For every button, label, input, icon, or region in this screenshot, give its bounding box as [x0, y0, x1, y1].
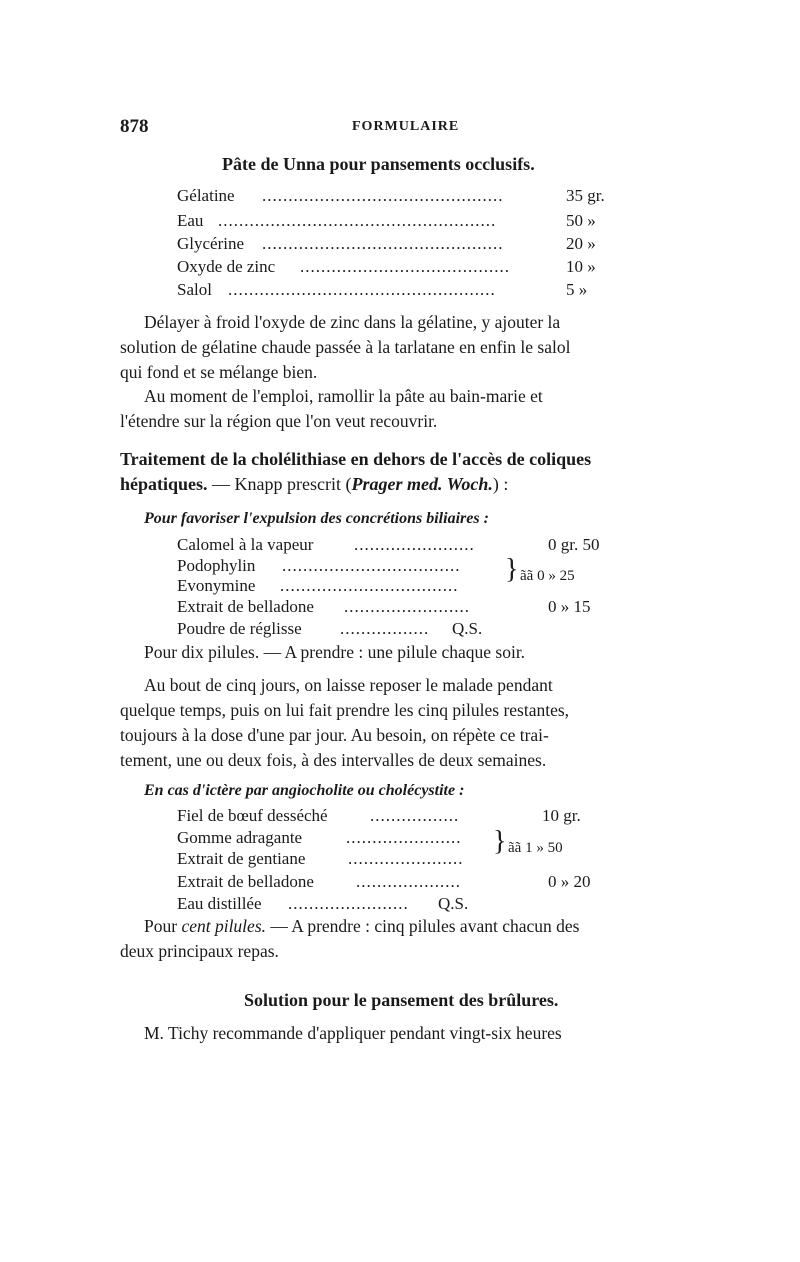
leader-dots: ........................................	[300, 257, 510, 276]
ingredient-name: Eau distillée	[177, 894, 262, 913]
paragraph-line: deux principaux repas.	[120, 941, 279, 961]
ingredient-dose: 35 gr.	[566, 186, 605, 205]
leader-dots: ..............................................	[262, 234, 504, 253]
ingredient-name: Fiel de bœuf desséché	[177, 806, 328, 825]
ingredient-name: Poudre de réglisse	[177, 619, 302, 638]
ingredient-name: Salol	[177, 280, 212, 299]
ingredient-dose: ãã 1 » 50	[508, 840, 563, 856]
ingredient-name: Gomme adragante	[177, 828, 303, 847]
leader-dots: ........................	[344, 597, 470, 616]
ingredient-name: Extrait de gentiane	[177, 849, 306, 868]
title-end: ) :	[492, 474, 509, 494]
page-header	[120, 116, 682, 140]
section-title-brulures: Solution pour le pansement des brûlures.	[244, 990, 559, 1010]
journal-name: Prager med. Woch.	[351, 474, 493, 494]
leader-dots: .......................	[354, 535, 475, 554]
section-title-unna: Pâte de Unna pour pansements occlusifs.	[222, 154, 535, 174]
ingredient-dose: 0 » 20	[548, 872, 591, 891]
italic-text: cent pilules.	[181, 916, 266, 936]
brace: }	[505, 554, 519, 585]
dosage-instruction: Pour dix pilules. — A prendre : une pilule chaque soir.	[144, 642, 526, 662]
paragraph-line: quelque temps, puis on lui fait prendre les cinq pilules restantes,	[120, 700, 570, 720]
leader-dots: .................	[370, 806, 460, 825]
ingredient-name: Glycérine	[177, 234, 245, 253]
ingredient-dose: 20 »	[566, 234, 596, 253]
leader-dots: ......................	[348, 849, 464, 868]
ingredient-name: Evonymine	[177, 576, 256, 595]
ingredient-name: Extrait de belladone	[177, 872, 314, 891]
paragraph-line: Au moment de l'emploi, ramollir la pâte au bain-marie et	[144, 386, 543, 406]
leader-dots: ......................	[346, 828, 462, 847]
subheading-ictere: En cas d'ictère par angiocholite ou cholécystite :	[144, 782, 465, 799]
ingredient-dose: 0 gr. 50	[548, 535, 600, 554]
leader-dots: .....................................................	[218, 211, 497, 230]
paragraph-line: l'étendre sur la région que l'on veut recouvrir.	[120, 411, 438, 431]
leader-dots: ..................................	[282, 556, 461, 575]
ingredient-dose: 10 »	[566, 257, 596, 276]
section-title-cholelithiase: Traitement de la cholélithiase en dehors de l'accès de coliques	[120, 449, 592, 469]
leader-dots: ..................................	[280, 576, 459, 595]
page-number: 878	[120, 116, 149, 137]
leader-dots: ....................	[356, 872, 461, 891]
ingredient-name: Oxyde de zinc	[177, 257, 276, 276]
ingredient-name: Extrait de belladone	[177, 597, 314, 616]
leader-dots: .................	[340, 619, 430, 638]
section-title-line2	[120, 474, 508, 495]
ingredient-dose: 0 » 15	[548, 597, 591, 616]
text: Pour	[144, 916, 182, 936]
ingredient-dose: 10 gr.	[542, 806, 581, 825]
running-title: FORMULAIRE	[352, 119, 460, 134]
leader-dots: ...................................................	[228, 280, 496, 299]
leader-dots: ..............................................	[262, 186, 504, 205]
ingredient-dose: Q.S.	[438, 894, 469, 913]
ingredient-name: Podophylin	[177, 556, 256, 575]
ingredient-dose: 5 »	[566, 280, 588, 299]
ingredient-name: Eau	[177, 211, 204, 230]
leader-dots: .......................	[288, 894, 409, 913]
paragraph-line: solution de gélatine chaude passée à la tarlatane en enfin le salol	[120, 337, 571, 357]
ingredient-dose: Q.S.	[452, 619, 483, 638]
brace: }	[493, 826, 507, 857]
paragraph-line: Au bout de cinq jours, on laisse reposer le malade pendant	[144, 675, 553, 695]
title-bold-word: hépatiques.	[120, 474, 208, 494]
subheading-expulsion: Pour favoriser l'expulsion des concrétions biliaires :	[144, 510, 489, 527]
ingredient-dose: 50 »	[566, 211, 596, 230]
ingredient-dose: ãã 0 » 25	[520, 568, 575, 584]
text: — A prendre : cinq pilules avant chacun des	[266, 916, 580, 936]
ingredient-name: Calomel à la vapeur	[177, 535, 314, 554]
paragraph-line: M. Tichy recommande d'appliquer pendant vingt-six heures	[144, 1023, 562, 1043]
paragraph-line: tement, une ou deux fois, à des intervalles de deux semaines.	[120, 750, 547, 770]
title-text: — Knapp prescrit (	[207, 474, 352, 494]
paragraph-line: toujours à la dose d'une par jour. Au besoin, on répète ce trai-	[120, 725, 549, 745]
paragraph-line: qui fond et se mélange bien.	[120, 362, 318, 382]
dosage-instruction	[144, 916, 579, 937]
ingredient-name: Gélatine	[177, 186, 235, 205]
paragraph-line: Délayer à froid l'oxyde de zinc dans la gélatine, y ajouter la	[144, 312, 561, 332]
